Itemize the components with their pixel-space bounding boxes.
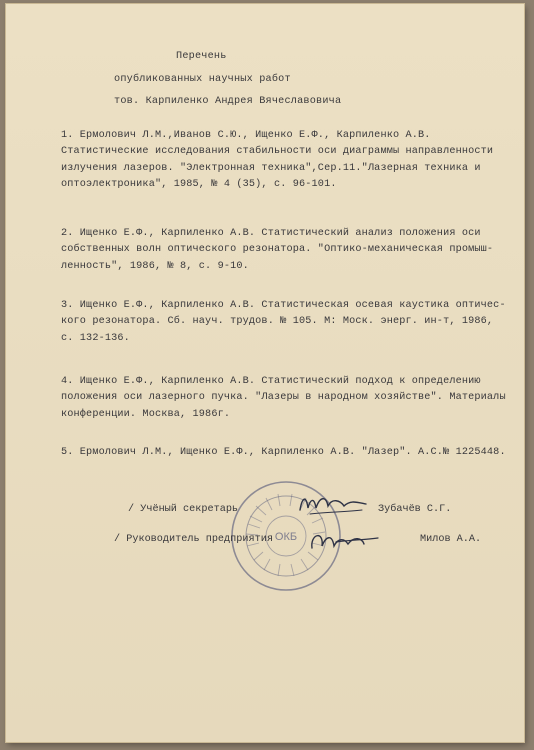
item-line: 1. Ермолович Л.М.,Иванов С.Ю., Ищенко Е.Ф., Карпиленко А.В. [61, 130, 431, 141]
item-line: 5. Ермолович Л.М., Ищенко Е.Ф., Карпиленко А.В. "Лазер". А.С.№ 1225448. [61, 447, 506, 458]
item-line: конференции. Москва, 1986г. [61, 408, 231, 420]
item-line: оптоэлектроника", 1985, № 4 (35), с. 96-101. [61, 179, 337, 191]
item-line: кого резонатора. Сб. науч. трудов. № 105. М: Моск. энерг. ин-т, 1986, [61, 316, 494, 328]
item-line: с. 132-136. [61, 332, 130, 344]
signature-role-secretary: / Учёный секретарь [128, 504, 239, 515]
signature-name-director: Милов А.А. [420, 534, 482, 545]
item-line: излучения лазеров. "Электронная техника",Сер.11."Лазерная техника и [61, 162, 481, 174]
item-line: положения оси лазерного пучка. "Лазеры в народном хозяйстве". Материалы [61, 392, 506, 404]
item-line: 4. Ищенко Е.Ф., Карпиленко А.В. Статистический подход к определению [61, 376, 481, 387]
item-line: собственных волн оптического резонатора. "Оптико-механическая промыш- [61, 244, 494, 256]
document-person: тов. Карпиленко Андрея Вячеславовича [114, 96, 342, 107]
publication-item-4 [61, 374, 531, 423]
item-line: Статистические исследования стабильности оси диаграммы направленности [61, 146, 494, 158]
publication-item-1 [61, 128, 531, 194]
document-subtitle: опубликованных научных работ [114, 74, 291, 85]
publication-item-3 [61, 298, 531, 347]
document-page [6, 4, 524, 742]
document-title: Перечень [176, 51, 227, 62]
handwritten-signature-director [306, 524, 382, 556]
stamp-text: ОКБ [274, 531, 298, 543]
item-line: ленность", 1986, № 8, с. 9-10. [61, 260, 249, 272]
signature-name-secretary: Зубачёв С.Г. [378, 504, 452, 515]
publication-item-5 [61, 445, 531, 461]
handwritten-signature-secretary [296, 490, 370, 518]
item-line: 3. Ищенко Е.Ф., Карпиленко А.В. Статистическая осевая каустика оптичес- [61, 300, 506, 311]
item-line: 2. Ищенко Е.Ф., Карпиленко А.В. Статистический анализ положения оси [61, 228, 481, 239]
signature-role-director: / Руководитель предприятия [114, 534, 273, 545]
publication-item-2 [61, 226, 531, 275]
